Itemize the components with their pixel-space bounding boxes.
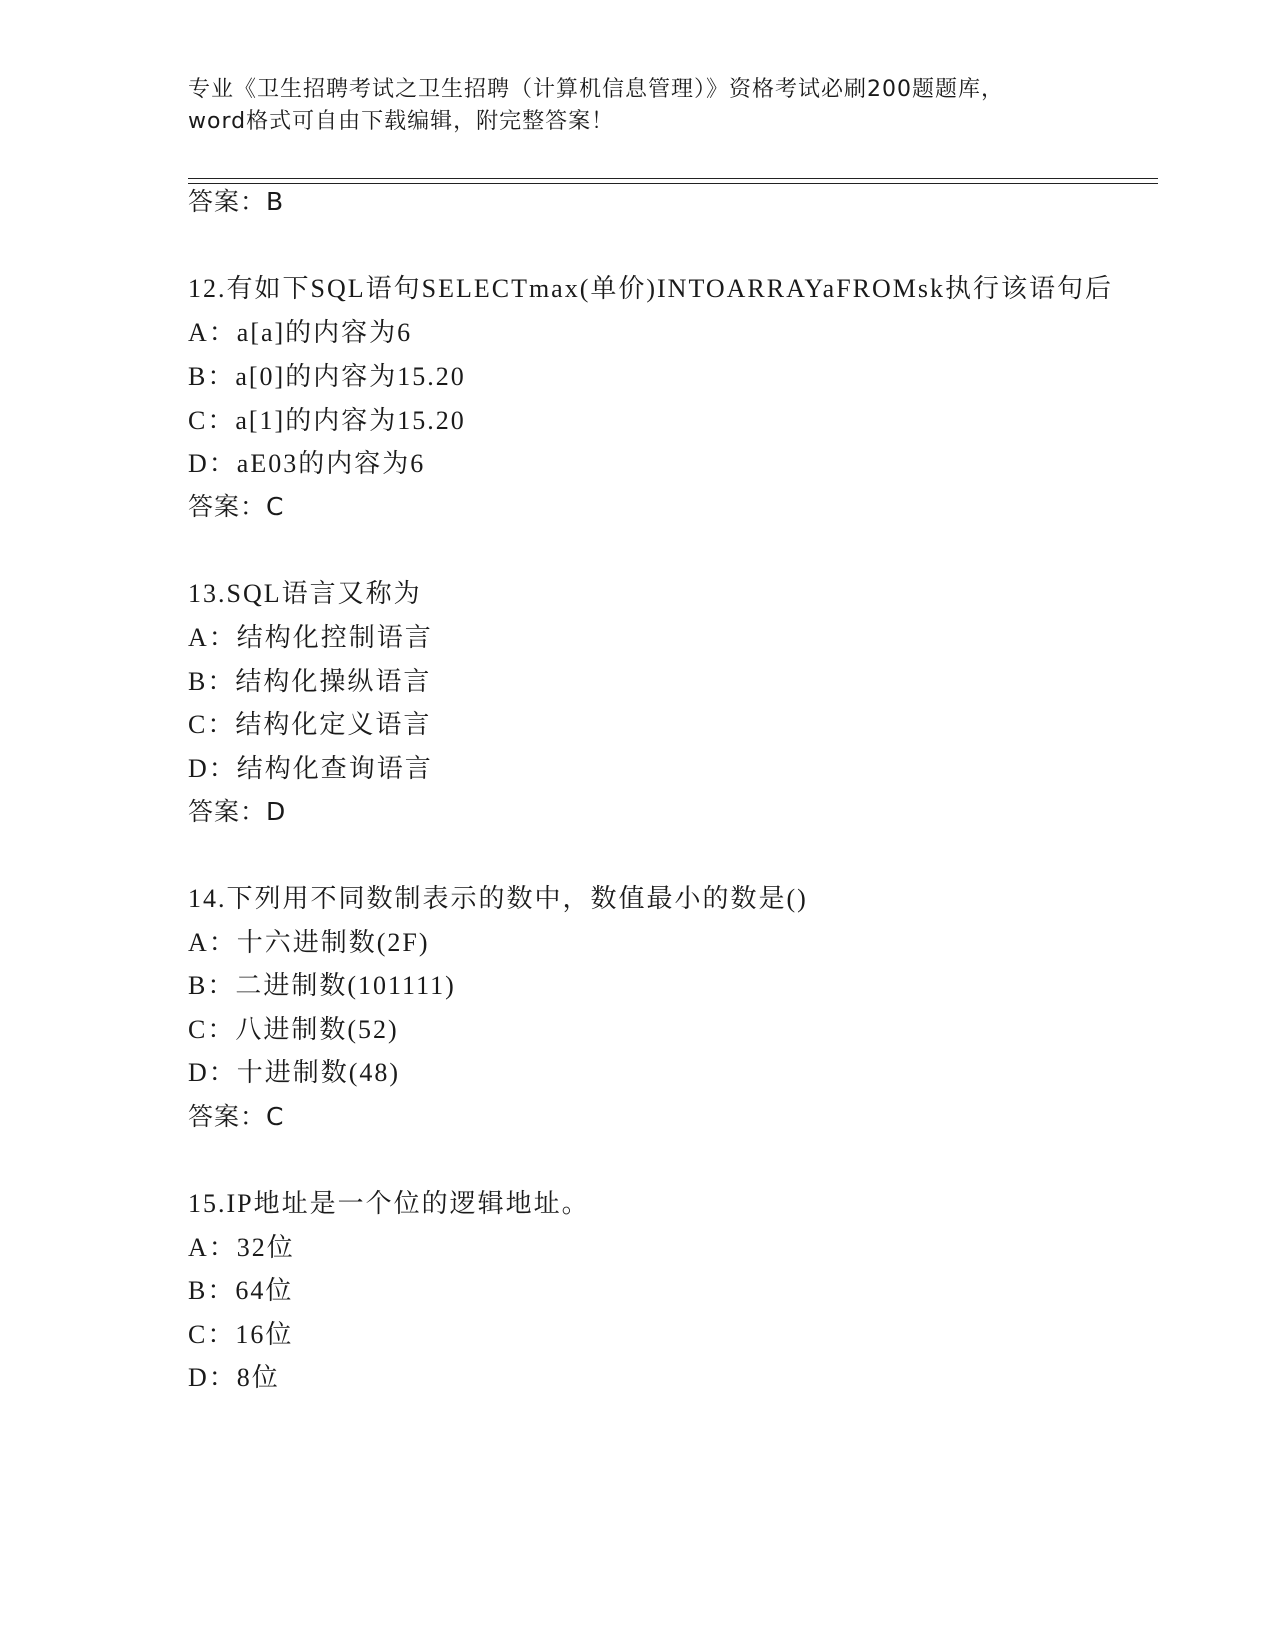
answer-prev: 答案：B <box>188 187 285 216</box>
question-14-stem: 14.下列用不同数制表示的数中，数值最小的数是() <box>188 884 808 913</box>
question-12-option-a: A：a[a]的内容为6 <box>188 318 413 347</box>
question-13-stem: 13.SQL语言又称为 <box>188 579 422 608</box>
question-15-option-b: B：64位 <box>188 1276 294 1305</box>
question-12-stem: 12.有如下SQL语句SELECTmax(单价)INTOARRAYaFROMsk执行该语句后 <box>188 274 1114 303</box>
question-15-option-c: C：16位 <box>188 1320 294 1349</box>
question-14-answer: 答案：C <box>188 1102 285 1131</box>
question-14-option-c: C：八进制数(52) <box>188 1015 399 1044</box>
question-15-option-a: A：32位 <box>188 1233 295 1262</box>
question-12-option-d: D：aE03的内容为6 <box>188 449 426 478</box>
header-divider-top <box>188 178 1158 179</box>
question-13-option-b: B：结构化操纵语言 <box>188 667 432 696</box>
document-header <box>188 74 1088 138</box>
question-12-option-c: C：a[1]的内容为15.20 <box>188 406 466 435</box>
question-14-option-d: D：十进制数(48) <box>188 1058 401 1087</box>
question-15-stem: 15.IP地址是一个位的逻辑地址。 <box>188 1189 590 1218</box>
header-line-2: word格式可自由下载编辑，附完整答案！ <box>188 109 615 134</box>
header-divider-bottom <box>188 183 1158 184</box>
header-line-1: 专业《卫生招聘考试之卫生招聘（计算机信息管理）》资格考试必刷200题题库， <box>188 77 1004 102</box>
question-13-option-c: C：结构化定义语言 <box>188 710 432 739</box>
question-13-option-a: A：结构化控制语言 <box>188 623 433 652</box>
question-13-option-d: D：结构化查询语言 <box>188 754 433 783</box>
question-15-option-d: D：8位 <box>188 1363 280 1392</box>
question-13-answer: 答案：D <box>188 797 287 826</box>
question-12-answer: 答案：C <box>188 492 285 521</box>
question-12-option-b: B：a[0]的内容为15.20 <box>188 362 466 391</box>
question-14-option-a: A：十六进制数(2F) <box>188 928 430 957</box>
question-14-option-b: B：二进制数(101111) <box>188 971 456 1000</box>
